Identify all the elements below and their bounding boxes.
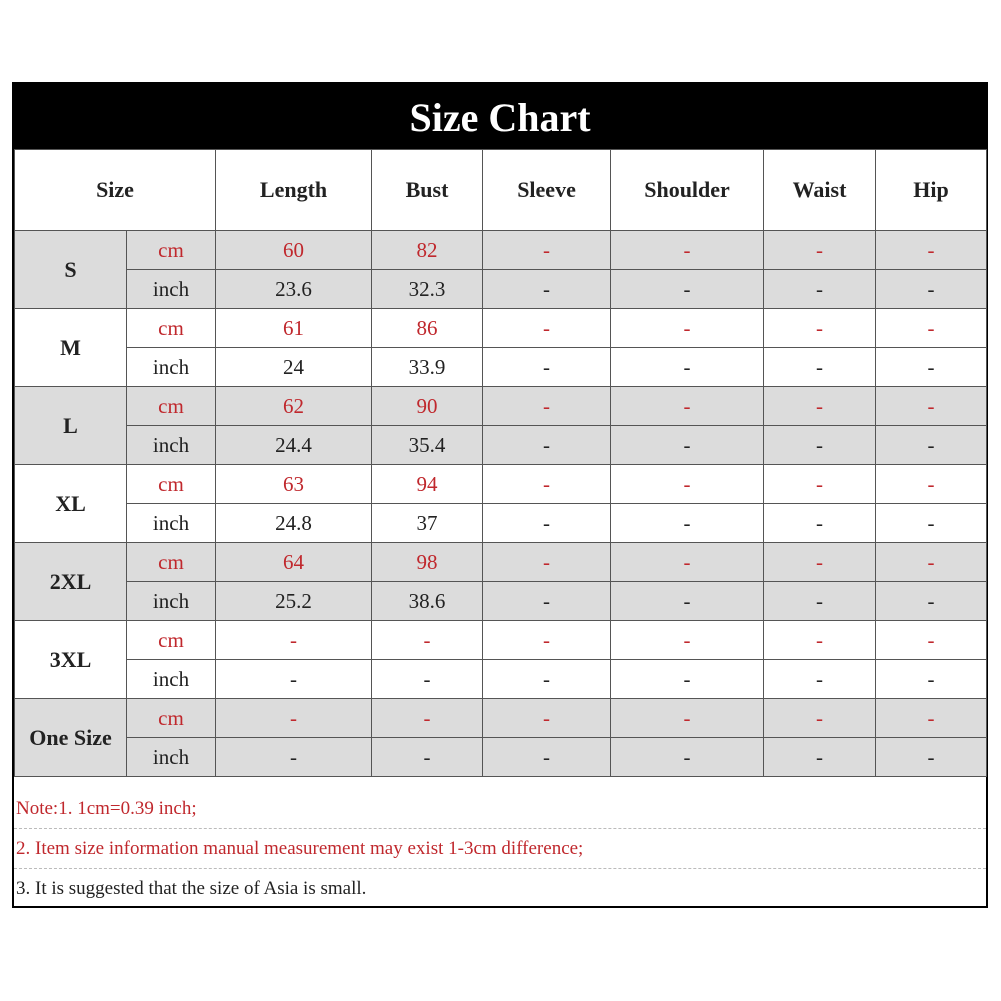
measurement-cell: - [764,231,876,270]
table-row [15,231,987,270]
unit-label: inch [127,504,216,543]
measurement-cell: - [216,621,372,660]
measurement-cell: - [483,504,611,543]
unit-label: cm [127,465,216,504]
measurement-cell: 35.4 [372,426,483,465]
measurement-cell: - [483,660,611,699]
size-label: 3XL [15,621,127,699]
table-row [15,660,987,699]
measurement-cell: - [611,699,764,738]
measurement-cell: - [876,582,987,621]
measurement-cell: - [764,387,876,426]
measurement-cell: - [876,348,987,387]
measurement-cell: - [611,270,764,309]
table-row [15,309,987,348]
measurement-cell: - [372,699,483,738]
header-hip: Hip [876,150,987,231]
measurement-cell: - [876,309,987,348]
measurement-cell: - [483,309,611,348]
measurement-cell: 63 [216,465,372,504]
unit-label: inch [127,660,216,699]
unit-label: inch [127,270,216,309]
size-label: S [15,231,127,309]
measurement-cell: 90 [372,387,483,426]
measurement-cell: - [611,738,764,777]
table-row [15,621,987,660]
measurement-cell: - [876,660,987,699]
measurement-cell: - [483,582,611,621]
measurement-cell: - [483,465,611,504]
measurement-cell: - [876,699,987,738]
measurement-cell: 32.3 [372,270,483,309]
size-table [14,149,987,777]
table-row [15,426,987,465]
unit-label: inch [127,426,216,465]
table-row [15,504,987,543]
measurement-cell: - [611,348,764,387]
unit-label: cm [127,699,216,738]
measurement-cell: - [483,387,611,426]
measurement-cell: - [764,621,876,660]
measurement-cell: - [876,465,987,504]
measurement-cell: - [764,660,876,699]
measurement-cell: - [764,270,876,309]
unit-label: cm [127,309,216,348]
unit-label: cm [127,387,216,426]
note-2: 2. Item size information manual measurement may exist 1-3cm difference; [14,829,986,869]
header-shoulder: Shoulder [611,150,764,231]
header-row [15,150,987,231]
measurement-cell: - [876,426,987,465]
measurement-cell: - [483,231,611,270]
measurement-cell: 24.4 [216,426,372,465]
measurement-cell: - [483,270,611,309]
unit-label: inch [127,738,216,777]
measurement-cell: - [764,465,876,504]
table-row [15,387,987,426]
table-row [15,738,987,777]
measurement-cell: - [483,426,611,465]
measurement-cell: - [764,348,876,387]
table-row [15,582,987,621]
unit-label: cm [127,621,216,660]
table-row [15,270,987,309]
measurement-cell: - [764,699,876,738]
measurement-cell: 25.2 [216,582,372,621]
measurement-cell: - [483,621,611,660]
measurement-cell: 64 [216,543,372,582]
measurement-cell: - [611,582,764,621]
table-row [15,348,987,387]
measurement-cell: - [216,660,372,699]
measurement-cell: - [611,621,764,660]
measurement-cell: - [483,699,611,738]
measurement-cell: - [876,270,987,309]
header-waist: Waist [764,150,876,231]
measurement-cell: - [764,426,876,465]
measurement-cell: - [876,621,987,660]
measurement-cell: - [764,504,876,543]
unit-label: inch [127,348,216,387]
measurement-cell: - [216,738,372,777]
notes-section [14,789,986,909]
measurement-cell: - [611,660,764,699]
table-row [15,543,987,582]
measurement-cell: 38.6 [372,582,483,621]
measurement-cell: - [372,621,483,660]
measurement-cell: - [611,387,764,426]
measurement-cell: - [372,738,483,777]
measurement-cell: - [764,582,876,621]
size-table-body [15,231,987,777]
measurement-cell: - [483,348,611,387]
measurement-cell: - [611,504,764,543]
measurement-cell: 60 [216,231,372,270]
measurement-cell: 82 [372,231,483,270]
measurement-cell: - [764,738,876,777]
size-chart-frame [12,82,988,908]
measurement-cell: - [611,231,764,270]
measurement-cell: 61 [216,309,372,348]
table-row [15,465,987,504]
size-label: 2XL [15,543,127,621]
measurement-cell: 62 [216,387,372,426]
measurement-cell: - [764,543,876,582]
measurement-cell: - [483,543,611,582]
measurement-cell: 33.9 [372,348,483,387]
measurement-cell: 37 [372,504,483,543]
unit-label: cm [127,543,216,582]
measurement-cell: 24 [216,348,372,387]
measurement-cell: 94 [372,465,483,504]
measurement-cell: - [216,699,372,738]
measurement-cell: 23.6 [216,270,372,309]
note-3: 3. It is suggested that the size of Asia is small. [16,878,367,899]
size-label: M [15,309,127,387]
header-length: Length [216,150,372,231]
measurement-cell: - [483,738,611,777]
measurement-cell: - [876,543,987,582]
measurement-cell: - [611,465,764,504]
measurement-cell: - [876,738,987,777]
unit-label: cm [127,231,216,270]
note-1: Note:1. 1cm=0.39 inch; [14,789,986,829]
measurement-cell: - [372,660,483,699]
measurement-cell: - [876,504,987,543]
measurement-cell: - [611,543,764,582]
table-row [15,699,987,738]
size-label: XL [15,465,127,543]
header-bust: Bust [372,150,483,231]
measurement-cell: 98 [372,543,483,582]
measurement-cell: - [876,231,987,270]
size-label: One Size [15,699,127,777]
header-sleeve: Sleeve [483,150,611,231]
chart-title: Size Chart [14,84,986,149]
header-size: Size [15,150,216,231]
size-label: L [15,387,127,465]
measurement-cell: - [611,426,764,465]
measurement-cell: 24.8 [216,504,372,543]
measurement-cell: 86 [372,309,483,348]
measurement-cell: - [876,387,987,426]
measurement-cell: - [764,309,876,348]
unit-label: inch [127,582,216,621]
measurement-cell: - [611,309,764,348]
